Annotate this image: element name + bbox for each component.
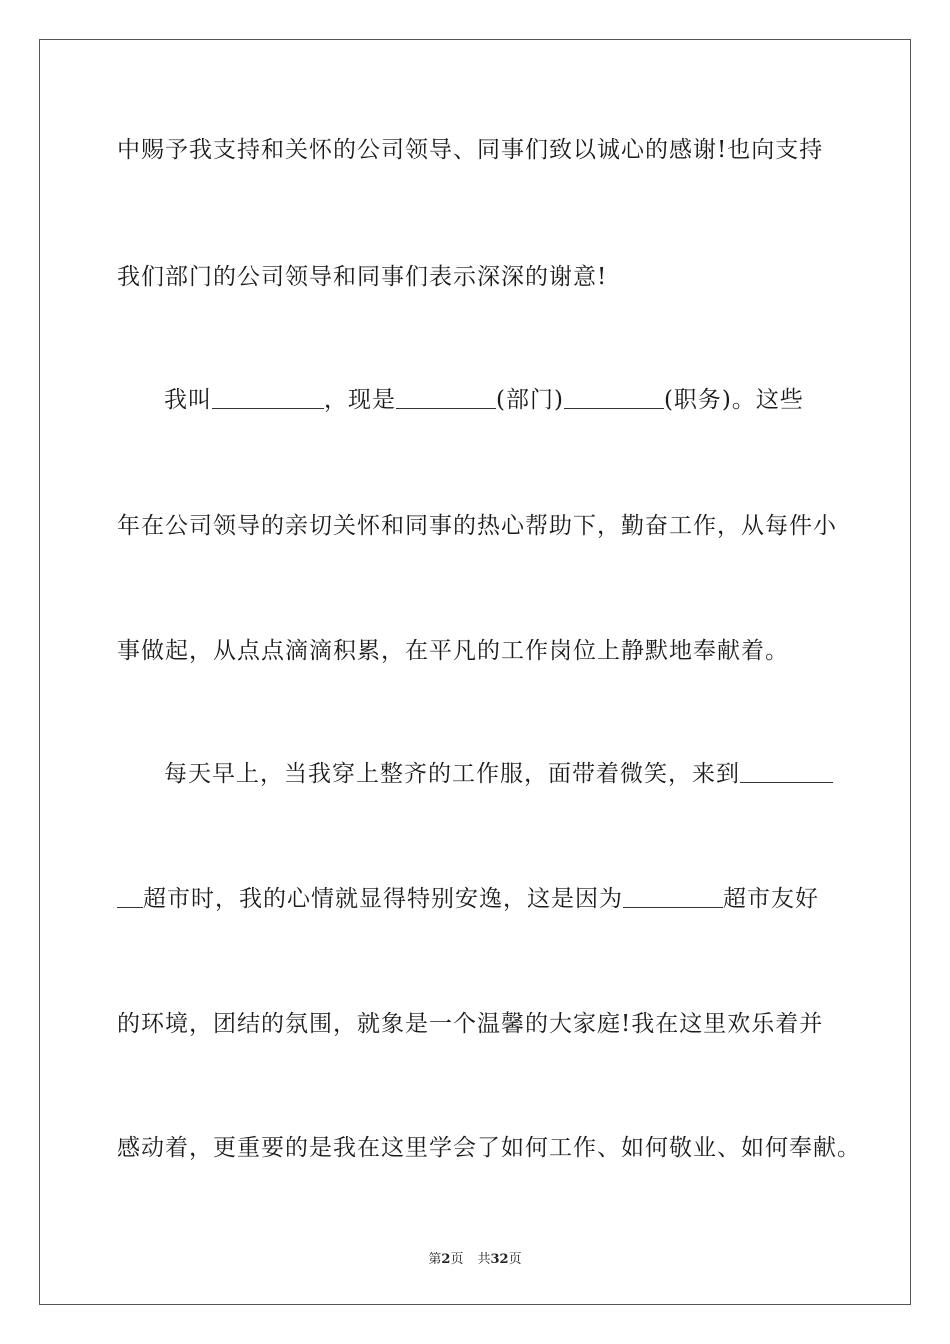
department-blank <box>396 386 496 409</box>
text-segment: 我叫 <box>164 387 212 413</box>
supermarket-blank-continued <box>117 885 143 908</box>
page-suffix: 页 <box>450 1252 464 1267</box>
page-border <box>39 39 911 1305</box>
supermarket-name-blank <box>623 885 723 908</box>
text-line-5: 事做起，从点点滴滴积累，在平凡的工作岗位上静默地奉献着。 <box>117 638 789 664</box>
text-segment: 每天早上，当我穿上整齐的工作服，面带着微笑，来到 <box>164 761 740 787</box>
text-segment: 超市友好 <box>723 886 819 912</box>
total-page-count: 32 <box>490 1252 509 1267</box>
text-line-6 <box>164 759 837 789</box>
text-segment: 超市时，我的心情就显得特别安逸，这是因为 <box>143 886 623 912</box>
supermarket-blank <box>740 760 833 783</box>
text-line-3 <box>164 385 837 415</box>
text-line-1: 中赐予我支持和关怀的公司领导、同事们致以诚心的感谢!也向支持 <box>117 137 824 163</box>
page-footer <box>0 1248 950 1267</box>
text-line-7 <box>117 884 837 914</box>
current-page-number: 2 <box>441 1252 451 1267</box>
text-segment: (部门) <box>496 387 564 413</box>
text-line-2: 我们部门的公司领导和同事们表示深深的谢意! <box>117 264 608 290</box>
page-prefix: 第 <box>428 1252 442 1267</box>
text-line-4: 年在公司领导的亲切关怀和同事的热心帮助下，勤奋工作，从每件小 <box>117 513 837 539</box>
text-line-8: 的环境，团结的氛围，就象是一个温馨的大家庭!我在这里欢乐着并 <box>117 1011 824 1037</box>
total-suffix: 页 <box>508 1252 522 1267</box>
total-prefix: 共 <box>477 1252 491 1267</box>
text-segment: (职务)。这些 <box>663 387 804 413</box>
name-blank <box>212 386 324 409</box>
position-blank <box>564 386 664 409</box>
text-segment: ，现是 <box>324 387 396 413</box>
text-line-9: 感动着，更重要的是我在这里学会了如何工作、如何敬业、如何奉献。 <box>117 1135 861 1161</box>
